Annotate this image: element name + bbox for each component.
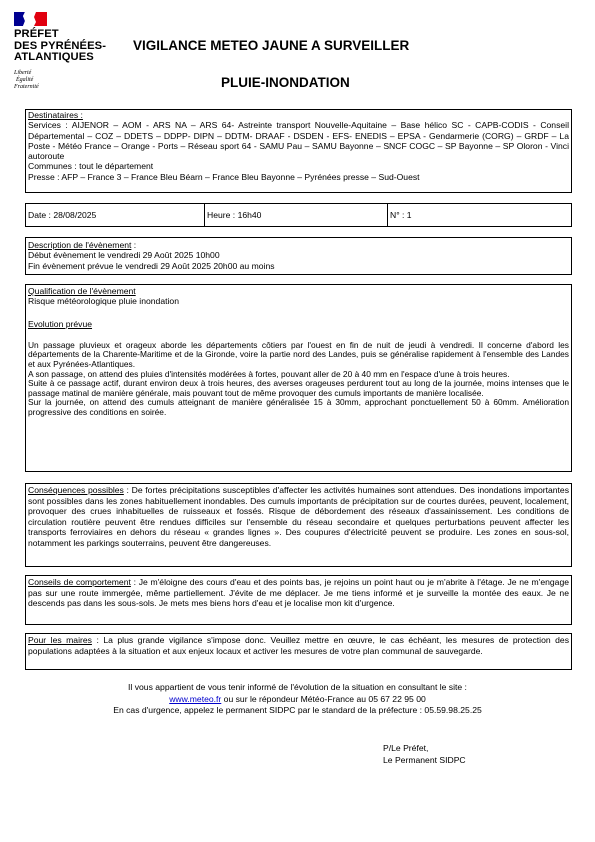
evolution-paragraph: Un passage pluvieux et orageux aborde les départements côtiers par l'ouest en fin de nuit de jeudi à vendredi. Il concerne d'abord les départements de la Charente-Maritime et de la Gironde, voire la partie nord des Landes, puis se généralise rapidement à l'ensemble des Landes et aux Pyrénées-Atlantiques. bbox=[28, 339, 569, 370]
description-heading-line bbox=[28, 240, 569, 250]
destinataires-box bbox=[25, 109, 572, 193]
mayors-text: : La plus grande vigilance s'impose donc. Veuillez mettre en œuvre, le cas échéant, les mesures de protection des populations adaptées à la situation et aux enjeux locaux et activer les mesures de votre plan communal de sauvegarde. bbox=[28, 635, 569, 656]
signature-line2: Le Permanent SIDPC bbox=[383, 755, 466, 765]
advice-box bbox=[25, 575, 572, 625]
info-row bbox=[25, 203, 572, 227]
description-heading-suffix: : bbox=[131, 240, 137, 250]
event-end: Fin évènement prévue le vendredi 29 Août 2025 20h00 au moins bbox=[28, 260, 275, 271]
document-subtitle: PLUIE-INONDATION bbox=[221, 75, 350, 90]
document-title: VIGILANCE METEO JAUNE A SURVEILLER bbox=[133, 38, 410, 53]
qualification-heading: Qualification de l'évènement bbox=[28, 286, 136, 296]
consequences-text: : De fortes précipitations susceptibles d'affecter les activités humaines sont attendues. Des inondations importantes sont possibles dans les zones habituellement inondables. Des cumuls importants de précipitation sur de courtes durées, peuvent, localement, provoquer des crues inhabituelles de ruisseaux et fossés. Risque de débordement des réseaux d'assainissement. Les conditions de circulation routière peuvent être rendues difficiles sur l'ensemble du réseau secondaire et quelques perturbations peuvent affecter les transports ferroviaires en dehors du réseau « grandes lignes ». Des coupures d'électricité peuvent se produire. Les zones en sous-sol, notamment les parkings souterrains, peuvent être dangereuses. bbox=[28, 485, 569, 548]
evolution-paragraph: Sur la journée, on attend des cumuls atteignant de manière généralisée 15 à 30mm, approchant ponctuellement 50 à 60mm. Amélioration progressive des conditions en soirée. bbox=[28, 397, 569, 418]
destinataires-heading: Destinataires : bbox=[28, 110, 83, 120]
signature-line1: P/Le Préfet, bbox=[383, 743, 429, 753]
date-cell: Date : 28/08/2025 bbox=[26, 204, 205, 226]
evolution-text bbox=[28, 341, 569, 418]
number-cell: N° : 1 bbox=[390, 210, 412, 220]
meteo-link[interactable]: www.meteo.fr bbox=[169, 693, 222, 704]
description-box bbox=[25, 237, 572, 275]
qualification-text: Risque météorologique pluie inondation bbox=[28, 296, 179, 307]
logo-text bbox=[14, 29, 106, 64]
event-start: Début évènement le vendredi 29 Août 2025 10h00 bbox=[28, 250, 220, 261]
qualification-box bbox=[25, 284, 572, 472]
motto bbox=[14, 70, 39, 91]
motto-line: Liberté bbox=[14, 70, 32, 76]
consequences-heading: Conséquences possibles bbox=[28, 485, 124, 495]
advice-text: : Je m'éloigne des cours d'eau et des points bas, je rejoins un point haut ou je m'abrite à l'étage. Je ne m'engage pas sur une route immergée, même partiellement. J'évite de me déplacer. Je me tiens informé et je surveille la montée des eaux. Je ne descends pas dans les sous-sols. Je mets mes biens hors d'eau et je localise mon kit d'urgence. bbox=[28, 577, 570, 609]
description-heading: Description de l'évènement bbox=[28, 240, 132, 250]
motto-line: Fraternité bbox=[14, 84, 39, 90]
footer-line3: En cas d'urgence, appelez le permanent SIDPC par le standard de la préfecture : 05.59.98.25.25 bbox=[113, 705, 482, 715]
footer-line2-text: ou sur le répondeur Météo-France au 05 67 22 95 00 bbox=[221, 693, 426, 704]
french-flag-icon bbox=[14, 12, 47, 26]
mayors-box bbox=[25, 633, 572, 670]
evolution-heading: Evolution prévue bbox=[28, 318, 93, 329]
logo-line: PRÉFET bbox=[14, 28, 59, 40]
consequences-box bbox=[25, 483, 572, 567]
logo-line: ATLANTIQUES bbox=[14, 51, 94, 63]
mayors-heading: Pour les maires bbox=[28, 635, 92, 645]
advice-heading: Conseils de comportement bbox=[28, 577, 131, 587]
time-cell: Heure : 16h40 bbox=[205, 204, 388, 226]
footer-line2 bbox=[0, 694, 595, 706]
logo-line: DES PYRÉNÉES- bbox=[14, 39, 107, 52]
motto-line: Égalité bbox=[16, 77, 34, 83]
footer bbox=[0, 682, 595, 717]
evolution-paragraph: Suite à ce passage actif, durant environ deux à trois heures, des averses orageuses perdurent tout au long de la journée, moins intenses que le passage matinal de manière générale, mais pouvant tout de même provoquer des cumuls importants de manière localisée. bbox=[28, 378, 569, 398]
destinataires-services: Services : AIJENOR – AOM - ARS NA – ARS 64- Astreinte transport Nouvelle-Aquitaine – Base hélico SC - CAPB-CODIS - Conseil Départemental – COZ – DDETS – DDPP- DIPN – DDTM- DRAAF - DSDEN - EFS- ENEDIS – EPSA - Gendarmerie (CORG) – GRDF – La Poste - Météo France – Orange - Ports – Réseau sport 64 - SAMU Pau – SAMU Bayonne – SNCF COGC – SP Bayonne – SP Oloron - Vinci autoroute bbox=[28, 120, 569, 162]
evolution-paragraph: A son passage, on attend des pluies d'intensités modérées à fortes, pouvant aller de 20 à 40 mm en l'espace d'une à trois heures. bbox=[28, 368, 510, 379]
destinataires-communes: Communes : tout le département bbox=[28, 161, 154, 172]
footer-line1: Il vous appartient de vous tenir informé de l'évolution de la situation en consultant le site : bbox=[128, 682, 467, 692]
destinataires-presse: Presse : AFP – France 3 – France Bleu Béarn – France Bleu Bayonne – Pyrénées presse – Sud-Ouest bbox=[28, 171, 420, 182]
signature bbox=[383, 742, 466, 766]
